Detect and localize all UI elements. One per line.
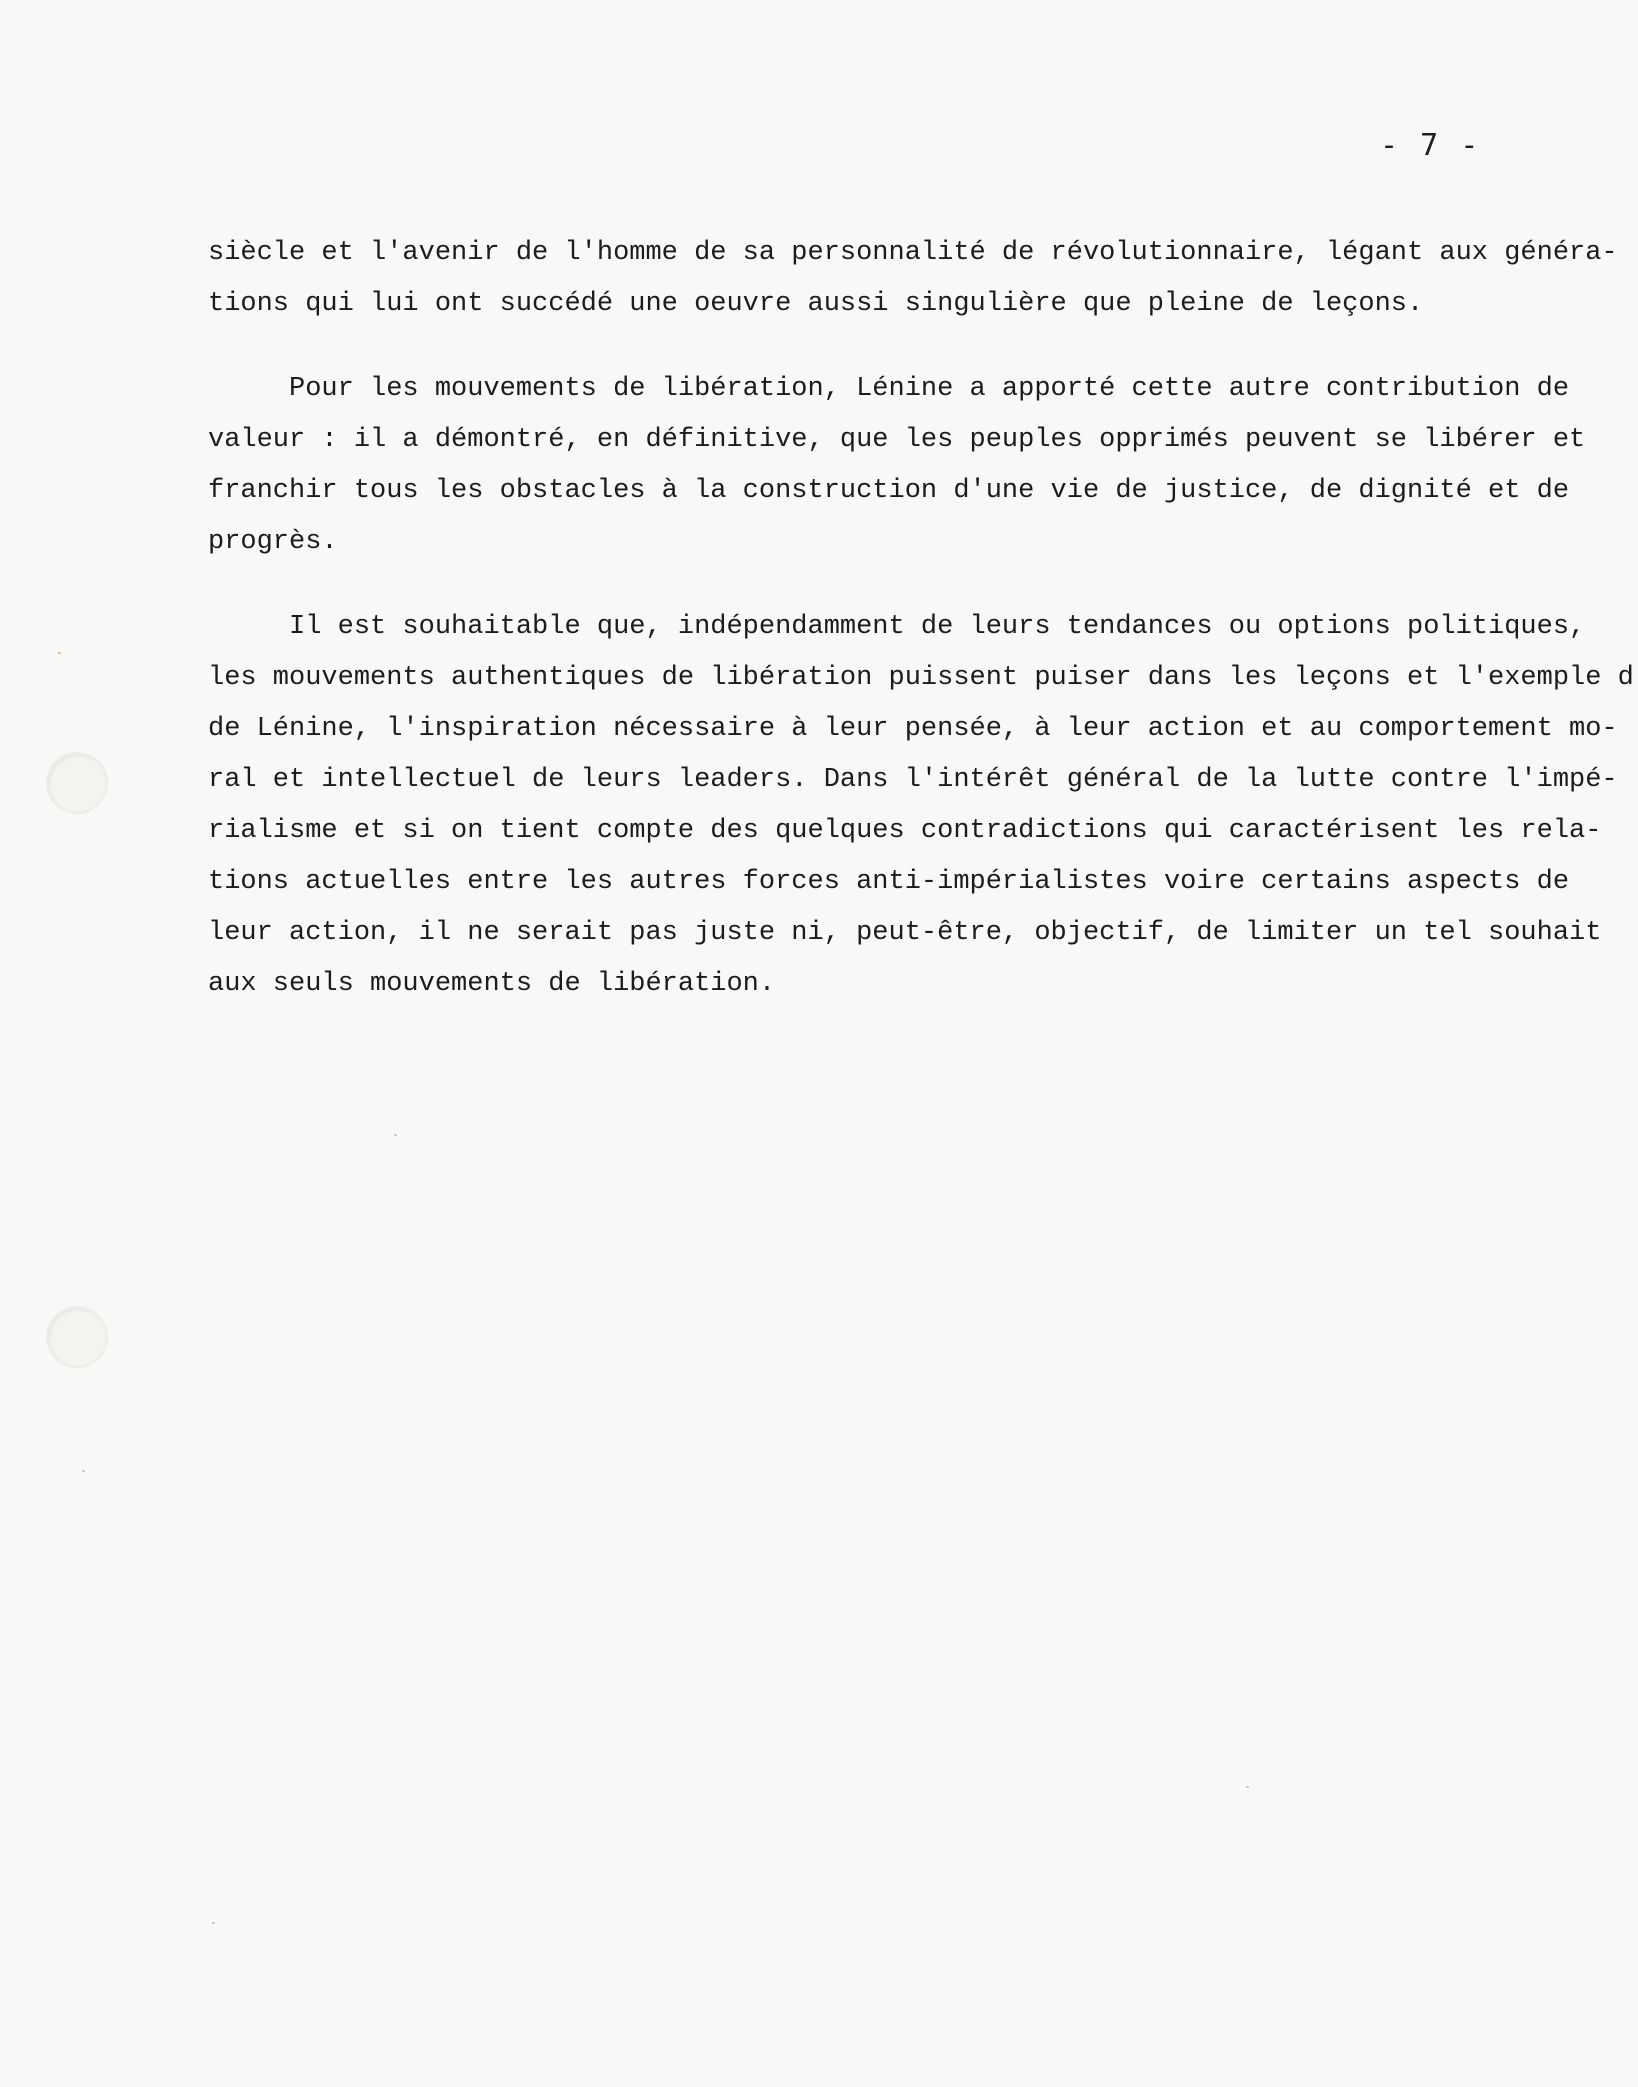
- text-line: siècle et l'avenir de l'homme de sa personnalité de révolutionnaire, légant aux généra-: [208, 238, 1618, 268]
- page-number: - 7 -: [1380, 128, 1481, 163]
- paper-speck: [1246, 1786, 1249, 1788]
- text-line: progrès.: [208, 527, 338, 557]
- paper-speck: [212, 1922, 215, 1924]
- text-line: tions actuelles entre les autres forces anti-impérialistes voire certains aspects de: [208, 867, 1570, 897]
- paragraph-3: [208, 602, 1634, 1010]
- punch-hole-bottom: [46, 1306, 108, 1368]
- paper-speck: [58, 652, 61, 654]
- paragraph-gap: [208, 330, 1588, 364]
- text-line: tions qui lui ont succédé une oeuvre aussi singulière que pleine de leçons.: [208, 289, 1424, 319]
- text-line: Il est souhaitable que, indépendamment de leurs tendances ou options politiques,: [208, 612, 1586, 642]
- punch-hole-top: [46, 752, 108, 814]
- paper-speck: [394, 1134, 397, 1136]
- paragraph-1: [208, 228, 1618, 330]
- paragraph-2: [208, 364, 1588, 568]
- text-line: les mouvements authentiques de libération puissent puiser dans les leçons et l'exemple d: [208, 663, 1634, 693]
- paper-speck: [82, 1470, 85, 1472]
- text-line: Pour les mouvements de libération, Lénine a apporté cette autre contribution de: [208, 374, 1570, 404]
- text-line: rialisme et si on tient compte des quelques contradictions qui caractérisent les rela-: [208, 816, 1602, 846]
- text-line: aux seuls mouvements de libération.: [208, 969, 776, 999]
- text-line: ral et intellectuel de leurs leaders. Dans l'intérêt général de la lutte contre l'impé-: [208, 765, 1618, 795]
- body-text: [208, 228, 1634, 1010]
- text-line: franchir tous les obstacles à la construction d'une vie de justice, de dignité et de: [208, 476, 1570, 506]
- text-line: valeur : il a démontré, en définitive, que les peuples opprimés peuvent se libérer et: [208, 425, 1586, 455]
- text-line: leur action, il ne serait pas juste ni, peut-être, objectif, de limiter un tel souhait: [208, 918, 1602, 948]
- paragraph-gap: [208, 568, 1588, 602]
- text-line: de Lénine, l'inspiration nécessaire à leur pensée, à leur action et au comportement mo-: [208, 714, 1618, 744]
